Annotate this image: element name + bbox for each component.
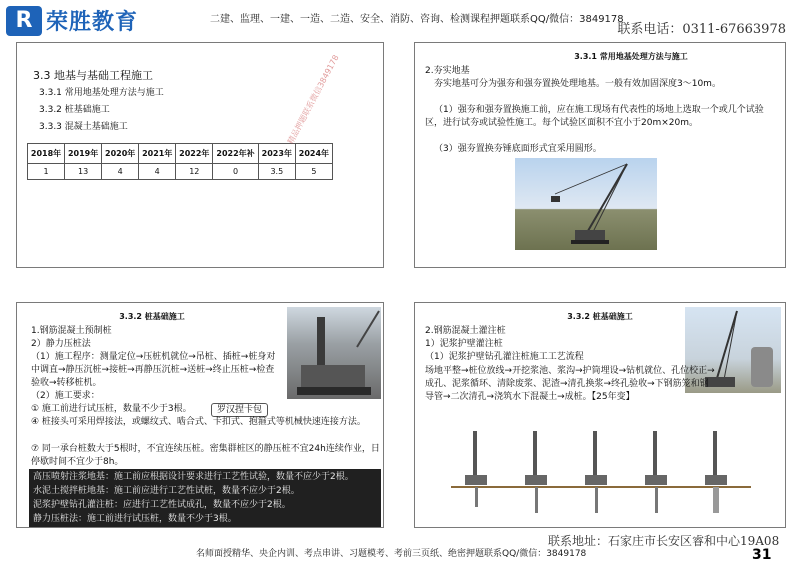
watermark-stamp: 精品押题联系微信3849178: [285, 53, 341, 146]
rig-step-1: [465, 431, 487, 507]
logo: [6, 5, 138, 36]
logo-text: 荣胜教育: [46, 10, 139, 35]
paragraph: （1）施工程序：测量定位→压桩机就位→吊桩、插桩→桩身对中调直→静压沉桩→接桩→再静压沉桩→送桩→终止压桩→检查验收→转移桩机。: [31, 352, 276, 388]
table-header-cell: 2022年: [176, 144, 213, 164]
footer-address: 联系地址：石家庄市长安区睿和中心19A08: [548, 534, 780, 548]
table-header-cell: 2022年补: [213, 144, 258, 164]
table-row: [28, 164, 333, 180]
toc-item: 3.3.3 混凝土基础施工: [39, 122, 128, 132]
logo-mark: R: [6, 6, 42, 36]
table-cell: 1: [28, 164, 65, 180]
slide-heading: 2.夯实地基: [425, 66, 470, 76]
slide-bored-pile: [414, 302, 786, 528]
slide-header: 3.3.2 桩基础施工: [119, 312, 185, 321]
paragraph: （1）强夯和强夯置换施工前，应在施工现场有代表性的场地上选取一个或几个试验区，进行试夯或试验性施工。每个试验区面积不宜小于20m×20m。: [425, 105, 764, 128]
page-header: [0, 0, 800, 40]
crane-illustration: [515, 158, 657, 250]
paragraph: ⑦ 同一承台桩数大于5根时，不宜连续压桩。密集群桩区的静压桩不宜24h连续作业，日停歇时间不宜少于8h。: [31, 444, 380, 467]
header-tagline: 二建、监理、一建、一造、二造、安全、消防、咨询、检测课程押题联系QQ/微信：3849178: [210, 14, 624, 25]
table-header-cell: 2020年: [102, 144, 139, 164]
toc-item: 3.3.1 常用地基处理方法与施工: [39, 88, 164, 98]
paragraph: （3）强夯置换夯锤底面形式宜采用圆形。: [434, 144, 602, 154]
table-cell: 4: [139, 164, 176, 180]
slide-compaction-foundation: [414, 42, 786, 268]
slide-heading: 1.钢筋混凝土预制桩: [31, 326, 112, 336]
subheading: 2）静力压桩法: [31, 339, 91, 349]
rig-step-2: [525, 431, 547, 513]
page-number: 31: [752, 547, 772, 563]
summary-line: 高压喷射注浆地基：施工前应根据设计要求进行工艺性试验，数量不应少于2根。: [33, 472, 354, 482]
header-phone: 联系电话：0311-67663978: [617, 22, 786, 37]
summary-line: 静力压桩法：施工前进行试压桩，数量不少于3根。: [33, 514, 237, 524]
table-header-cell: 2019年: [65, 144, 102, 164]
summary-line: 泥浆护壁钻孔灌注桩：应进行工艺性试成孔，数量不应少于2根。: [33, 500, 291, 510]
crane-photo: [515, 158, 657, 250]
table-header-cell: 2018年: [28, 144, 65, 164]
paragraph: 夯实地基可分为强夯和强夯置换处理地基。一般有效加固深度3～10m。: [434, 79, 721, 89]
summary-line: 水泥土搅拌桩地基：施工前应进行工艺性试桩，数量不应少于2根。: [33, 486, 300, 496]
pile-driver-illustration: [287, 307, 381, 399]
subheading: 1）泥浆护壁灌注桩: [425, 339, 503, 349]
slide-header: 3.3.2 桩基础施工: [567, 312, 633, 321]
bored-pile-process-diagram: [451, 425, 751, 515]
exam-score-table: [27, 143, 333, 180]
table-cell: 13: [65, 164, 102, 180]
table-header-cell: 2023年: [258, 144, 295, 164]
pile-driver-photo: [287, 307, 381, 399]
toc-item: 3.3.2 桩基础施工: [39, 105, 110, 115]
slide-title: 3.3 地基与基础工程施工: [33, 69, 153, 82]
slide-precast-pile: [16, 302, 384, 528]
paragraph: 场地平整→桩位放线→开挖浆池、浆沟→护筒埋设→钻机就位、孔位校正→成孔、泥浆循环、清除废浆、泥渣→清孔换浆→终孔验收→下钢筋笼和钢导管→二次清孔→浇筑水下混凝土→成桩。【25年变】: [425, 366, 715, 402]
summary-box: [29, 469, 381, 528]
table-header-row: [28, 144, 333, 164]
slide-heading: 2.钢筋混凝土灌注桩: [425, 326, 506, 336]
mnemonic-tag: 罗汉捏卡包: [211, 403, 268, 417]
table-cell: 5: [295, 164, 332, 180]
slide-outline: [16, 42, 384, 268]
slide-header: 3.3.1 常用地基处理方法与施工: [574, 52, 688, 61]
rig-step-3: [585, 431, 607, 513]
paragraph: （2）施工要求：: [31, 391, 100, 401]
rig-step-5: [705, 431, 727, 513]
paragraph: ① 施工前进行试压桩，数量不少于3根。: [31, 404, 192, 414]
footer-tagline: 名师面授精华、央企内训、考点串讲、习题模考、考前三页纸、绝密押题联系QQ/微信：3849178: [196, 549, 587, 559]
rig-step-4: [645, 431, 667, 513]
table-cell: 0: [213, 164, 258, 180]
table-cell: 4: [102, 164, 139, 180]
table-cell: 12: [176, 164, 213, 180]
subheading: （1）泥浆护壁钻孔灌注桩施工工艺流程: [425, 352, 584, 362]
paragraph: ④ 桩接头可采用焊接法，或螺纹式、啮合式、卡扣式、抱箍式等机械快速连接方法。: [31, 417, 366, 427]
table-header-cell: 2021年: [139, 144, 176, 164]
table-header-cell: 2024年: [295, 144, 332, 164]
table-cell: 3.5: [258, 164, 295, 180]
